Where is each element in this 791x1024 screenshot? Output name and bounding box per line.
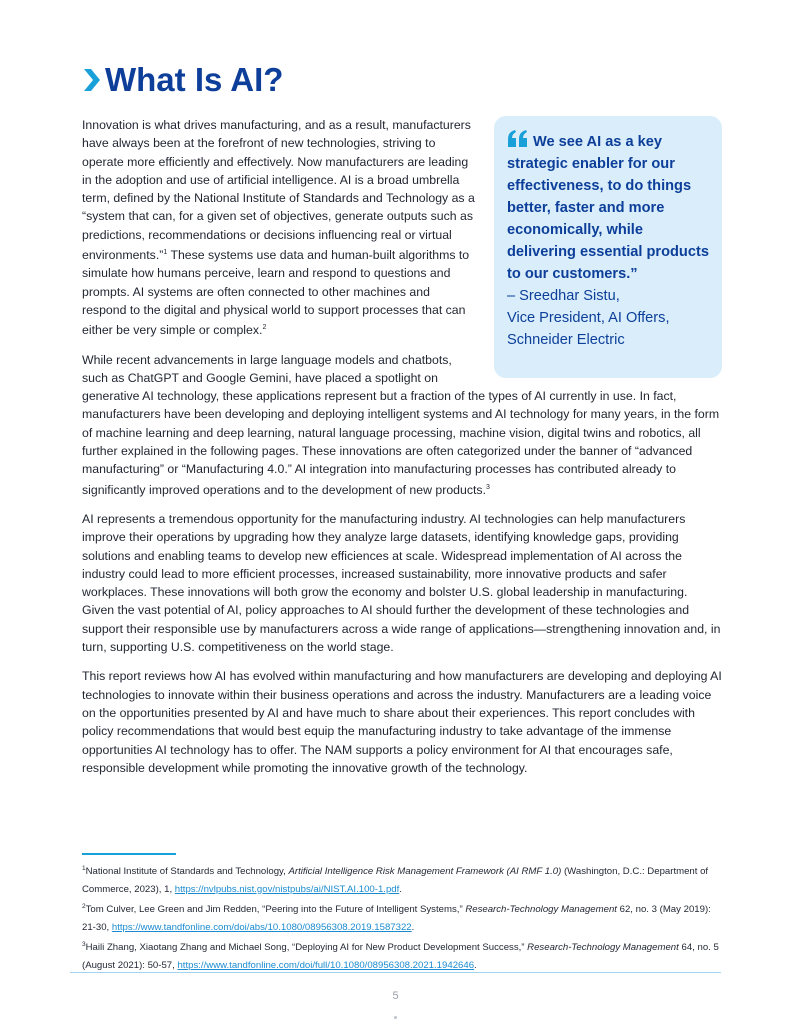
footnote-2 xyxy=(82,898,722,936)
footnote-3-link[interactable]: https://www.tandfonline.com/doi/full/10.1080/08956308.2021.1942646 xyxy=(177,959,475,971)
footnote-number: 3 xyxy=(82,941,86,948)
footnote-text: (Washington, D.C.: Department of Commerce, 2023), 1, xyxy=(82,866,709,895)
footnote-text: Tom Culver, Lee Green and Jim Redden, “Peering into the Future of Intelligent Systems,” xyxy=(85,904,466,915)
page-title xyxy=(82,58,283,102)
footnote-text: National Institute of Standards and Technology, xyxy=(85,866,289,877)
pull-quote xyxy=(494,116,722,378)
paragraph-1-text: Innovation is what drives manufacturing, and as a result, manufacturers have always been at the forefront of new technologies, striving to operate more efficiently and effectively. Now manufacturers are leading in the adoption and use of artificial intelligence. AI is a broad umbrella term, defined by the National Institute of Standards and Technology as a “system that can, for a given set of objectives, generate outputs such as predictions, recommendations or decisions influencing real or virtual environments.” xyxy=(82,118,475,263)
footnote-divider xyxy=(82,853,176,855)
footnote-ref-3: 3 xyxy=(485,483,490,491)
quote-body: We see AI as a key strategic enabler for our effectiveness, to do things better, faster and more economically, while delivering essential products to our customers.” xyxy=(507,134,709,282)
paragraph-3: AI represents a tremendous opportunity for the manufacturing industry. AI technologies can help manufacturers improve their operations by upgrading how they analyze large datasets, identifying knowledge gaps, providing solutions and enabling teams to develop new efficiences at scale. Widespread implementation of AI across the industry could lead to more efficient processes, increased sustainability, more innovative products and safer workplaces. These innovations will both grow the economy and bolster U.S. global leadership in manufacturing. Given the vast potential of AI, policy approaches to AI should further the development of these technologies and support their responsible use by manufacturers across a wide range of applications—strengthening innovation and, in turn, supporting U.S. competitiveness on the world stage. xyxy=(82,511,721,655)
chevron-right-icon xyxy=(82,66,102,94)
paragraph-4: This report reviews how AI has evolved within manufacturing and how manufacturers are developing and deploying AI technologies to innovate within their business operations and across the industry. Manufacturers are a leading voice on the opportunities presented by AI and have much to share about their experiences. This report concludes with policy recommendations that would best equip the manufacturing industry to take advantage of the immense opportunities AI technology has to offer. The NAM supports a policy environment for AI that encourages safe, responsible development while promoting the innovative growth of the technology. xyxy=(82,669,722,775)
footnote-2-link[interactable]: https://www.tandfonline.com/doi/abs/10.1080/08956308.2019.1587322 xyxy=(111,921,412,933)
footnote-ref-1: 1 xyxy=(163,249,168,257)
footnote-number: 2 xyxy=(82,903,86,910)
quote-attribution-role: Vice President, AI Offers, xyxy=(507,310,670,326)
footnote-title: Research-Technology Management xyxy=(465,904,617,915)
footnote-text: 64, no. 5 (August 2021): 50-57, xyxy=(82,942,719,971)
footnote-end: . xyxy=(474,959,477,971)
quote-mark-icon xyxy=(507,130,529,147)
footer-dot xyxy=(394,1016,397,1019)
footnote-end: . xyxy=(411,921,415,933)
page-number: 5 xyxy=(392,990,399,1002)
quote-attribution-name: – Sreedhar Sistu, xyxy=(507,288,620,304)
footnote-title: Research-Technology Management xyxy=(527,942,679,953)
footnote-title: Artificial Intelligence Risk Management Framework (AI RMF 1.0) xyxy=(288,866,562,877)
paragraph-2-text: While recent advancements in large language models and chatbots, such as ChatGPT and Google Gemini, have placed a spotlight on generative AI technology, these applications represent but a fraction of the types of AI currently in use. In fact, manufacturers have been developing and deploying intelligent systems and AI technology for many years, in the form of machine learning and deep learning, natural language processing, machine vision, digital twins and robotics, all further explained in the following pages. These innovations are often categorized under the banner of “advanced manufacturing” or “Manufacturing 4.0.” AI integration into manufacturing processes has contributed already to significantly improved operations and to the development of new products. xyxy=(82,352,720,497)
page-title-text: What Is AI? xyxy=(105,61,284,98)
article-body xyxy=(82,116,722,788)
quote-attribution-org: Schneider Electric xyxy=(507,332,625,348)
footnote-text: Haili Zhang, Xiaotang Zhang and Michael Song, “Deploying AI for New Product Development Success,” xyxy=(85,942,528,953)
footnote-text: 62, no. 3 (May 2019): 21-30, xyxy=(82,904,711,933)
footer-divider xyxy=(70,972,721,973)
footnotes xyxy=(82,860,722,974)
footnote-1-link[interactable]: https://nvlpubs.nist.gov/nistpubs/ai/NIST.AI.100-1.pdf xyxy=(174,883,400,895)
footnote-ref-2: 2 xyxy=(262,324,267,332)
footnote-end: . xyxy=(399,883,402,895)
footnote-1 xyxy=(82,860,722,898)
quote-text xyxy=(507,130,710,285)
paragraph-1-text-cont: These systems use data and human-built algorithms to simulate how humans perceive, learn and respond to questions and prompts. AI systems are often connected to other machines and respond to the digital and physical world to support processes that can either be very simple or complex. xyxy=(82,248,470,338)
footnote-number: 1 xyxy=(82,865,86,872)
footnote-3 xyxy=(82,936,722,974)
